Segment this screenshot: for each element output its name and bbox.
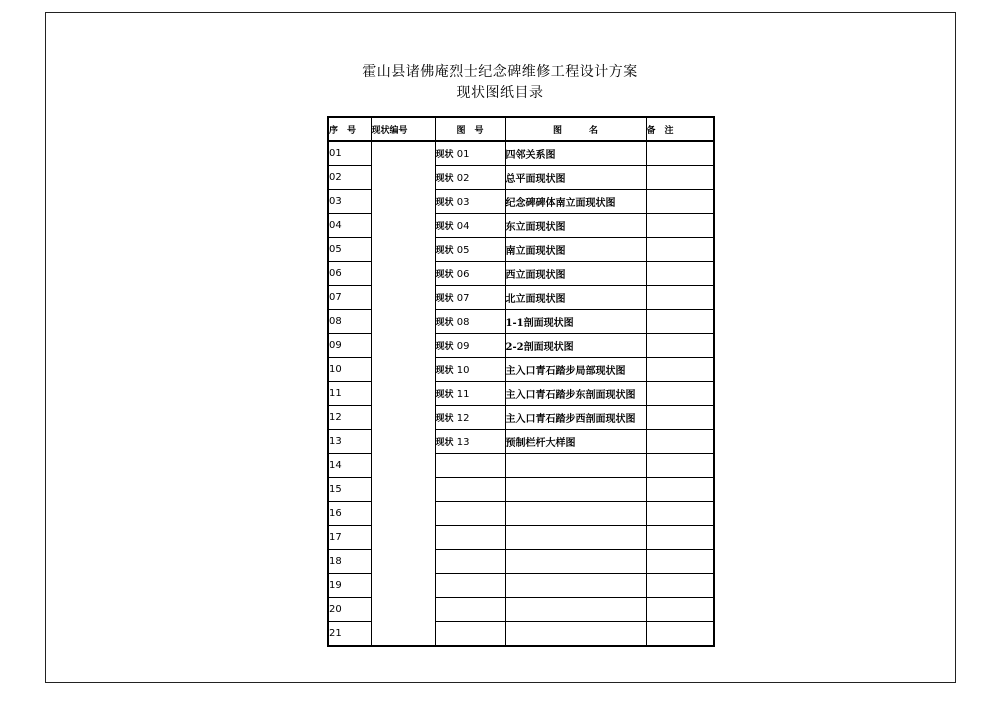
drawing-number [435, 310, 505, 334]
drawing-number [435, 166, 505, 190]
row-index: 21 [328, 622, 371, 647]
drawing-number-value: 10 [456, 365, 470, 376]
drawing-number [435, 406, 505, 430]
drawing-name: 北立面现状图 [505, 286, 646, 310]
drawing-name: 南立面现状图 [505, 238, 646, 262]
drawing-number [435, 430, 505, 454]
drawing-number [435, 358, 505, 382]
drawing-number-prefix: 现状 [435, 390, 454, 400]
remarks-cell [646, 622, 714, 647]
drawing-name: 1-1剖面现状图 [505, 310, 646, 334]
drawing-number [435, 550, 505, 574]
drawing-name: 预制栏杆大样图 [505, 430, 646, 454]
drawing-number-prefix: 现状 [435, 246, 454, 256]
drawing-number [435, 262, 505, 286]
drawing-name [505, 598, 646, 622]
drawing-number-prefix: 现状 [435, 150, 454, 160]
remarks-cell [646, 238, 714, 262]
drawing-name: 主入口青石踏步东剖面现状图 [505, 382, 646, 406]
row-index: 13 [328, 430, 371, 454]
drawing-number-value: 11 [456, 389, 470, 400]
drawing-number-prefix: 现状 [435, 414, 454, 424]
row-index: 09 [328, 334, 371, 358]
drawing-number [435, 622, 505, 647]
drawing-name: 主入口青石踏步西剖面现状图 [505, 406, 646, 430]
drawing-catalog-table [327, 116, 715, 647]
drawing-number-prefix: 现状 [435, 174, 454, 184]
drawing-number-prefix: 现状 [435, 294, 454, 304]
drawing-number-prefix: 现状 [435, 318, 454, 328]
remarks-cell [646, 190, 714, 214]
drawing-number-prefix: 现状 [435, 270, 454, 280]
status-code-cell [371, 141, 435, 646]
row-index: 17 [328, 526, 371, 550]
remarks-cell [646, 286, 714, 310]
catalog-title: 现状图纸目录 [456, 85, 544, 101]
drawing-number-prefix: 现状 [435, 366, 454, 376]
drawing-number-value: 03 [456, 197, 470, 208]
drawing-name: 总平面现状图 [505, 166, 646, 190]
header-index: 序 号 [328, 117, 371, 141]
drawing-number [435, 454, 505, 478]
remarks-cell [646, 406, 714, 430]
drawing-number [435, 598, 505, 622]
remarks-cell [646, 141, 714, 166]
drawing-number-value: 12 [456, 413, 470, 424]
header-status-code: 现状编号 [371, 117, 435, 141]
row-index: 19 [328, 574, 371, 598]
row-index: 02 [328, 166, 371, 190]
header-remarks: 备 注 [646, 117, 714, 141]
row-index: 11 [328, 382, 371, 406]
drawing-name: 东立面现状图 [505, 214, 646, 238]
remarks-cell [646, 214, 714, 238]
drawing-number [435, 478, 505, 502]
row-index: 12 [328, 406, 371, 430]
drawing-number-value: 04 [456, 221, 470, 232]
row-index: 05 [328, 238, 371, 262]
drawing-number-prefix: 现状 [435, 222, 454, 232]
remarks-cell [646, 526, 714, 550]
remarks-cell [646, 574, 714, 598]
header-drawing-name: 图 名 [505, 117, 646, 141]
remarks-cell [646, 478, 714, 502]
drawing-number-value: 06 [456, 269, 470, 280]
drawing-number-value: 09 [456, 341, 470, 352]
drawing-name [505, 550, 646, 574]
row-index: 10 [328, 358, 371, 382]
drawing-name: 主入口青石踏步局部现状图 [505, 358, 646, 382]
remarks-cell [646, 262, 714, 286]
drawing-name: 纪念碑碑体南立面现状图 [505, 190, 646, 214]
drawing-number-value: 07 [456, 293, 470, 304]
drawing-name [505, 574, 646, 598]
row-index: 03 [328, 190, 371, 214]
drawing-number-value: 08 [456, 317, 470, 328]
drawing-number [435, 286, 505, 310]
drawing-name [505, 454, 646, 478]
drawing-number [435, 382, 505, 406]
row-index: 14 [328, 454, 371, 478]
drawing-number [435, 141, 505, 166]
drawing-number-value: 13 [456, 437, 470, 448]
drawing-number-value: 01 [456, 149, 470, 160]
drawing-number [435, 526, 505, 550]
table-row [328, 141, 714, 166]
drawing-number [435, 334, 505, 358]
row-index: 15 [328, 478, 371, 502]
drawing-number-value: 05 [456, 245, 470, 256]
project-title: 霍山县诸佛庵烈士纪念碑维修工程设计方案 [362, 64, 638, 80]
remarks-cell [646, 310, 714, 334]
remarks-cell [646, 358, 714, 382]
remarks-cell [646, 598, 714, 622]
drawing-name [505, 622, 646, 647]
drawing-number-value: 02 [456, 173, 470, 184]
row-index: 06 [328, 262, 371, 286]
drawing-name [505, 478, 646, 502]
drawing-number [435, 238, 505, 262]
row-index: 16 [328, 502, 371, 526]
row-index: 07 [328, 286, 371, 310]
drawing-number [435, 574, 505, 598]
drawing-name: 西立面现状图 [505, 262, 646, 286]
remarks-cell [646, 430, 714, 454]
remarks-cell [646, 502, 714, 526]
remarks-cell [646, 382, 714, 406]
drawing-name: 2-2剖面现状图 [505, 334, 646, 358]
remarks-cell [646, 166, 714, 190]
header-row [328, 117, 714, 141]
remarks-cell [646, 454, 714, 478]
row-index: 04 [328, 214, 371, 238]
row-index: 08 [328, 310, 371, 334]
drawing-name: 四邻关系图 [505, 141, 646, 166]
row-index: 01 [328, 141, 371, 166]
drawing-number-prefix: 现状 [435, 438, 454, 448]
drawing-number-prefix: 现状 [435, 198, 454, 208]
row-index: 20 [328, 598, 371, 622]
drawing-name [505, 502, 646, 526]
drawing-number [435, 190, 505, 214]
remarks-cell [646, 334, 714, 358]
drawing-name [505, 526, 646, 550]
drawing-number [435, 214, 505, 238]
drawing-number-prefix: 现状 [435, 342, 454, 352]
row-index: 18 [328, 550, 371, 574]
remarks-cell [646, 550, 714, 574]
drawing-number [435, 502, 505, 526]
header-drawing-no: 图 号 [435, 117, 505, 141]
